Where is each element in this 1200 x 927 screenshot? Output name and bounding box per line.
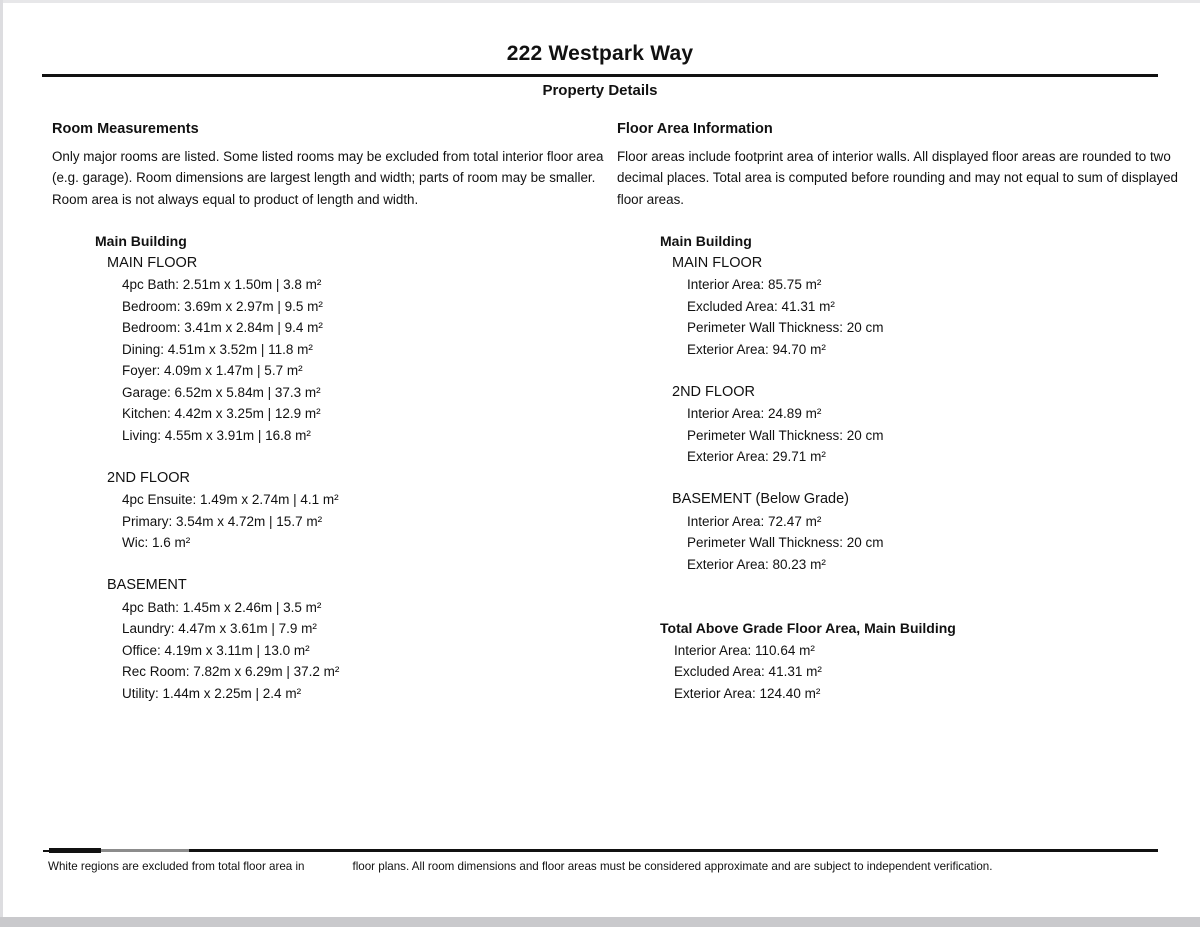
floor-basement: [95, 575, 592, 704]
floor-area-information-section: [617, 120, 1179, 704]
room-line: Utility: 1.44m x 2.25m | 2.4 m²: [122, 685, 302, 701]
room-line: 4pc Ensuite: 1.49m x 2.74m | 4.1 m²: [122, 492, 339, 508]
floor-name: MAIN FLOOR: [107, 254, 198, 271]
page-edge-left: [0, 0, 3, 927]
room-line: Rec Room: 7.82m x 6.29m | 37.2 m²: [122, 664, 340, 680]
footer-divider: [43, 847, 1158, 853]
intro-line: Room area is not always equal to product of length and width.: [52, 191, 419, 207]
room-line: Foyer: 4.09m x 1.47m | 5.7 m²: [122, 363, 303, 379]
page-edge-bottom: [0, 917, 1200, 927]
intro-line: Only major rooms are listed. Some listed rooms may be excluded from total interior floor area: [52, 149, 604, 164]
title-divider: [42, 74, 1158, 77]
footer-disclaimer: [48, 859, 1170, 875]
intro-line: floor areas.: [617, 191, 684, 207]
room-line: Living: 4.55m x 3.91m | 16.8 m²: [122, 427, 311, 443]
floor-name: 2ND FLOOR: [107, 469, 190, 486]
floor-area-building: [660, 231, 1169, 704]
room-measurements-building: [95, 231, 592, 704]
floor-name: BASEMENT (Below Grade): [672, 491, 850, 508]
floor-main-floor: [95, 253, 592, 447]
room-line: 4pc Bath: 2.51m x 1.50m | 3.8 m²: [122, 277, 322, 293]
room-line: Laundry: 4.47m x 3.61m | 7.9 m²: [122, 621, 317, 637]
total-above-grade-heading: Total Above Grade Floor Area, Main Building: [660, 620, 956, 637]
stat-line: Exterior Area: 29.71 m²: [687, 449, 826, 465]
room-measurements-heading: Room Measurements: [52, 121, 199, 137]
room-line: Office: 4.19m x 3.11m | 13.0 m²: [122, 642, 310, 658]
stat-line: Perimeter Wall Thickness: 20 cm: [687, 427, 884, 443]
room-line: Bedroom: 3.69m x 2.97m | 9.5 m²: [122, 298, 323, 314]
stat-line: Exterior Area: 80.23 m²: [687, 556, 826, 572]
footer-divider-main-segment: [189, 849, 1158, 852]
room-line: Kitchen: 4.42m x 3.25m | 12.9 m²: [122, 406, 321, 422]
footer-divider-gray-segment: [101, 849, 189, 852]
room-line: Primary: 3.54m x 4.72m | 15.7 m²: [122, 513, 323, 529]
floor-name: BASEMENT: [107, 577, 187, 594]
stat-line: Perimeter Wall Thickness: 20 cm: [687, 320, 884, 336]
room-measurements-intro: [52, 146, 604, 210]
page-title: 222 Westpark Way: [506, 42, 694, 65]
building-name: Main Building: [660, 233, 752, 250]
stat-line: Interior Area: 24.89 m²: [687, 406, 822, 422]
footer-disclaimer-right: floor plans. All room dimensions and floor areas must be considered approximate and are subject to independent verification.: [352, 860, 993, 873]
stat-line: Interior Area: 72.47 m²: [687, 513, 822, 529]
floor-area-main-floor: [660, 253, 1169, 361]
stat-line: Exterior Area: 94.70 m²: [687, 341, 826, 357]
floor-area-2nd-floor: [660, 382, 1169, 468]
floor-area-information-intro: [617, 146, 1179, 210]
stat-line: Excluded Area: 41.31 m²: [674, 664, 822, 680]
page-subtitle: Property Details: [542, 82, 658, 99]
floor-area-basement: [660, 489, 1169, 575]
room-line: Dining: 4.51m x 3.52m | 11.8 m²: [122, 341, 313, 357]
room-measurements-section: [52, 120, 604, 704]
intro-line: Floor areas include footprint area of interior walls. All displayed floor areas are rounded to two: [617, 149, 1171, 164]
stat-line: Perimeter Wall Thickness: 20 cm: [687, 535, 884, 551]
intro-line: (e.g. garage). Room dimensions are largest length and width; parts of room may be smaller.: [52, 170, 596, 186]
footer-disclaimer-left: White regions are excluded from total floor area in: [48, 860, 305, 873]
floor-2nd-floor: [95, 468, 592, 554]
total-above-grade-block: [660, 618, 1169, 704]
room-line: Bedroom: 3.41m x 2.84m | 9.4 m²: [122, 320, 323, 336]
intro-line: decimal places. Total area is computed before rounding and may not equal to sum of displayed: [617, 170, 1179, 186]
footer-divider-thick-segment: [49, 848, 101, 853]
floor-name: 2ND FLOOR: [672, 383, 755, 400]
room-line: 4pc Bath: 1.45m x 2.46m | 3.5 m²: [122, 599, 322, 615]
floor-area-information-heading: Floor Area Information: [617, 121, 773, 137]
stat-line: Interior Area: 85.75 m²: [687, 277, 822, 293]
stat-line: Interior Area: 110.64 m²: [674, 642, 815, 658]
stat-line: Exterior Area: 124.40 m²: [674, 685, 821, 701]
building-name: Main Building: [95, 233, 187, 250]
page-edge-top: [0, 0, 1200, 3]
stat-line: Excluded Area: 41.31 m²: [687, 298, 835, 314]
room-line: Garage: 6.52m x 5.84m | 37.3 m²: [122, 384, 321, 400]
floor-name: MAIN FLOOR: [672, 254, 763, 271]
room-line: Wic: 1.6 m²: [122, 535, 191, 551]
